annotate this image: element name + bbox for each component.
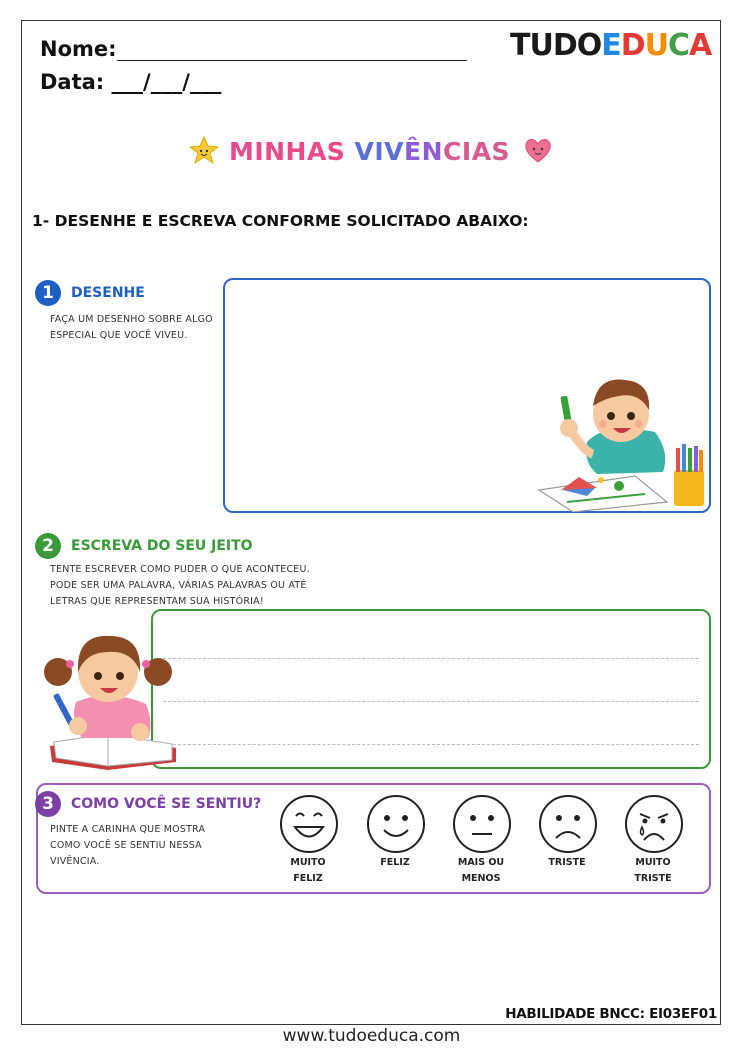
step3-line2: COMO VOCÊ SE SENTIU NESSA <box>50 840 202 851</box>
logo-d: D <box>620 28 645 63</box>
question-instruction: 1- DESENHE E ESCREVA CONFORME SOLICITADO ABAIXO: <box>32 212 529 230</box>
step3-title: COMO VOCÊ SE SENTIU? <box>71 796 262 812</box>
step1-line2: ESPECIAL QUE VOCÊ VIVEU. <box>50 330 188 341</box>
website-url[interactable]: www.tudoeduca.com <box>282 1026 461 1046</box>
step2-title: ESCREVA DO SEU JEITO <box>71 538 253 554</box>
logo-u: U <box>644 28 669 63</box>
step3-line1: PINTE A CARINHA QUE MOSTRA <box>50 824 206 835</box>
name-field <box>40 37 117 61</box>
writing-area[interactable] <box>151 609 711 769</box>
step2-line3: LETRAS QUE REPRESENTAM SUA HISTÓRIA! <box>50 596 264 607</box>
title-part-0: MINHAS <box>228 137 355 166</box>
face-label-neutral <box>446 855 516 887</box>
step1-title: DESENHE <box>71 285 145 301</box>
worksheet-title <box>0 136 743 166</box>
face-label-sad <box>532 855 602 871</box>
girl-writing-illustration <box>36 620 186 780</box>
logo-tudo: TUDO <box>510 28 602 63</box>
happy-face-icon[interactable] <box>366 794 426 854</box>
neutral-face-icon[interactable] <box>452 794 512 854</box>
logo-e: E <box>601 28 621 63</box>
step2-line1: TENTE ESCREVER COMO PUDER O QUE ACONTECEU. <box>50 564 310 575</box>
step3-line3: VIVÊNCIA. <box>50 856 100 867</box>
boy-drawing-illustration <box>535 362 707 512</box>
face-label-happy <box>360 855 430 871</box>
tudoeduca-logo <box>510 28 711 63</box>
writing-line-3 <box>163 744 699 745</box>
step1-line1: FAÇA UM DESENHO SOBRE ALGO <box>50 314 213 325</box>
face-label-happy-l1: FELIZ <box>380 857 410 868</box>
writing-line-2 <box>163 701 699 702</box>
title-part-2: ÊN <box>404 137 444 166</box>
title-part-3: CIAS <box>443 137 511 166</box>
face-label-very-happy-l1: MUITO <box>290 857 326 868</box>
step2-number: 2 <box>35 533 61 559</box>
title-part-1: VIV <box>354 137 405 166</box>
very-sad-face-icon[interactable] <box>624 794 684 854</box>
face-label-very-happy-l2: FELIZ <box>293 873 323 884</box>
face-label-sad-l1: TRISTE <box>548 857 586 868</box>
face-label-neutral-l1: MAIS OU <box>457 857 505 868</box>
very-happy-face-icon[interactable] <box>279 794 339 854</box>
title-text <box>229 137 510 166</box>
face-label-very-sad <box>618 855 688 887</box>
sad-face-icon[interactable] <box>538 794 598 854</box>
name-line[interactable] <box>117 60 467 61</box>
step3-number: 3 <box>35 791 61 817</box>
face-label-very-sad-l1: MUITO <box>635 857 671 868</box>
heart-icon <box>522 136 554 164</box>
step2-line2: PODE SER UMA PALAVRA, VÁRIAS PALAVRAS OU ATÉ <box>50 580 307 591</box>
bncc-skill: HABILIDADE BNCC: EI03EF01 <box>505 1006 717 1022</box>
logo-c: C <box>668 28 690 63</box>
star-icon <box>189 136 219 164</box>
logo-a: A <box>689 28 712 63</box>
date-field: Data: ___/___/___ <box>40 70 222 94</box>
face-label-very-happy <box>273 855 343 887</box>
writing-line-1 <box>163 658 699 659</box>
name-label: Nome: <box>40 37 117 61</box>
step1-number: 1 <box>35 280 61 306</box>
face-label-very-sad-l2: TRISTE <box>634 873 672 884</box>
face-label-neutral-l2: MENOS <box>461 873 501 884</box>
